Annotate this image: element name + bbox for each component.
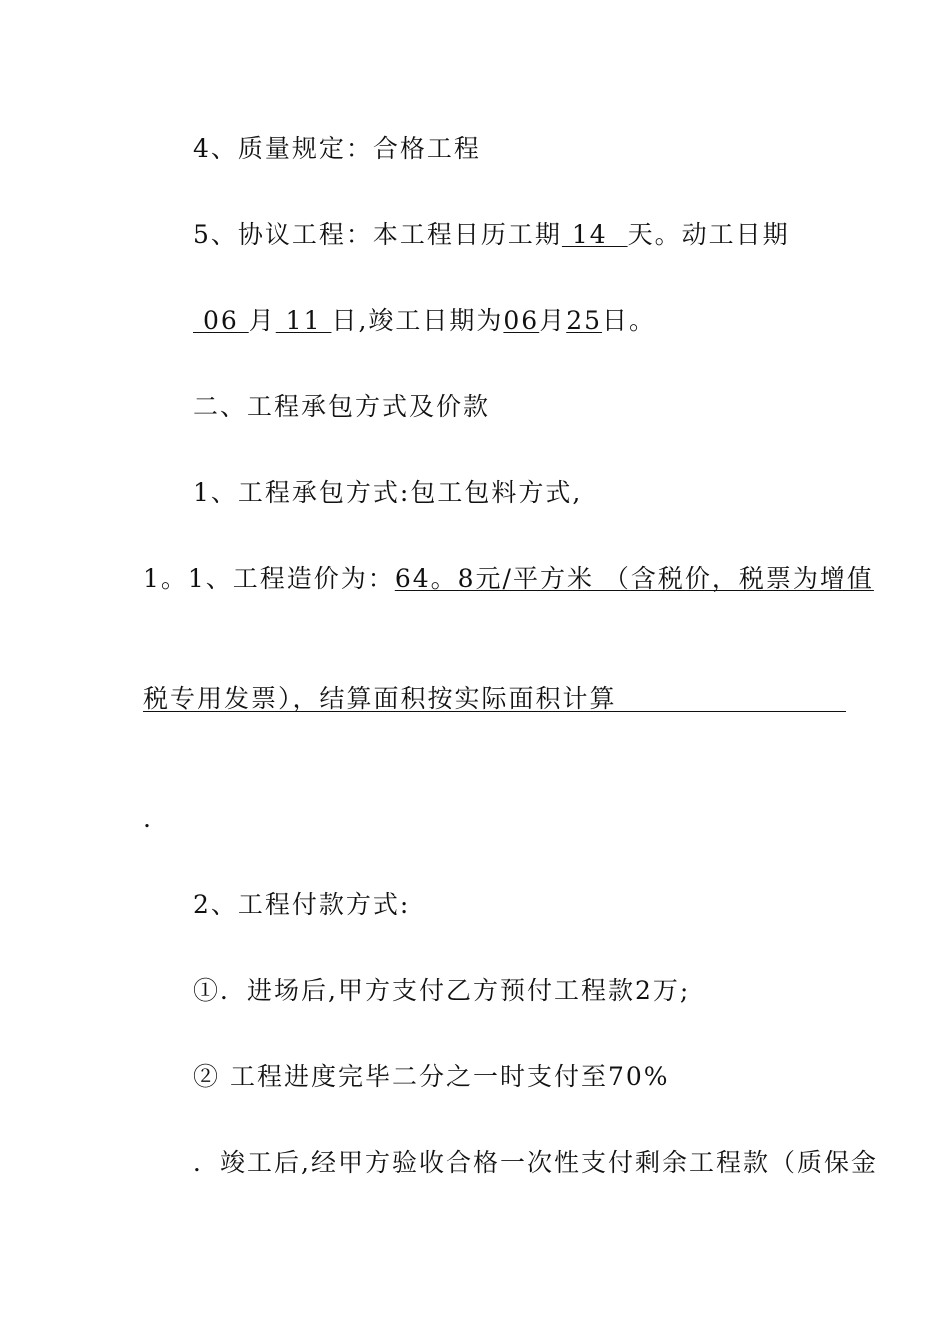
price-text: 64。8元/平方米 （含税价，税票为增值 (394, 564, 874, 593)
payment-step-2: ② 工程进度完毕二分之一时支付至70% (193, 1062, 670, 1091)
item-2-payment: 2、工程付款方式: (193, 890, 411, 919)
payment-step-3: ．竣工后,经甲方验收合格一次性支付剩余工程款（质保金 (193, 1148, 878, 1177)
item-1-1-prefix: 1。1、工程造价为： (143, 564, 395, 593)
item-5-prefix: 5、协议工程：本工程日历工期 (193, 220, 562, 249)
item-1-1-continuation: 税专用发票），结算面积按实际面积计算 (143, 683, 846, 712)
item-4-quality: 4、质量规定：合格工程 (193, 134, 481, 163)
end-day: 25 (566, 306, 603, 335)
duration-days: 14 (561, 220, 628, 249)
payment-step-1: ①．进场后,甲方支付乙方预付工程款2万; (193, 976, 691, 1005)
section-2-heading: 二、工程承包方式及价款 (193, 392, 491, 421)
start-month: 06 (193, 306, 249, 335)
dates-line: 06 月 11 日,竣工日期为06月25日。 (193, 306, 657, 335)
item-5-suffix: 天。动工日期 (627, 220, 790, 249)
item-1-contract-mode: 1、工程承包方式:包工包料方式, (193, 478, 583, 507)
stray-dot: . (143, 804, 153, 833)
item-5-schedule (193, 219, 790, 251)
end-month: 06 (503, 306, 540, 335)
item-1-1-price (143, 563, 874, 595)
start-day: 11 (275, 306, 332, 335)
